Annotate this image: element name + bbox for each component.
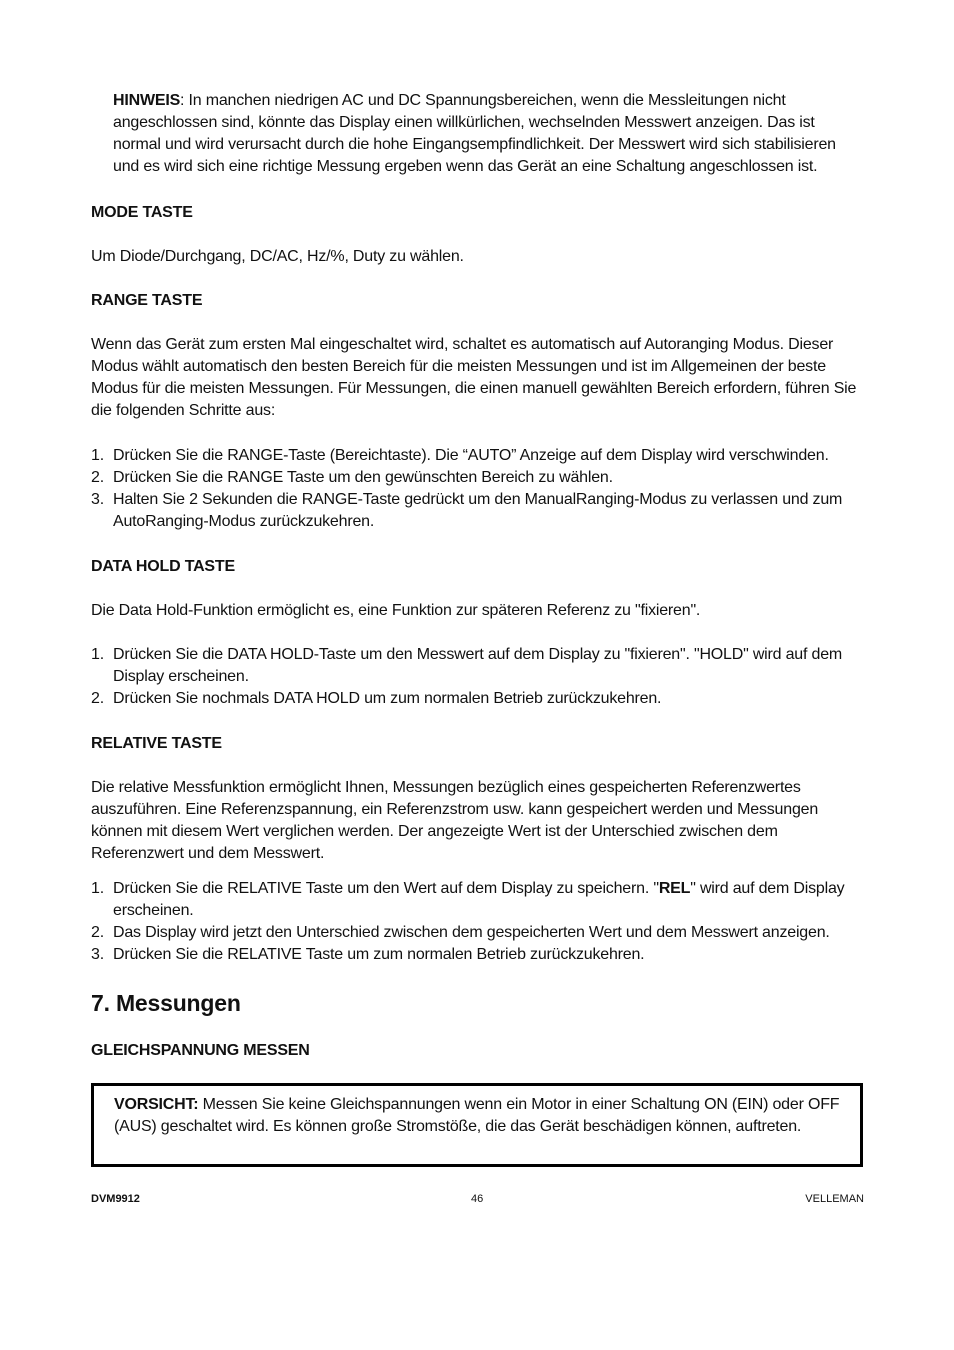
- range-text: Wenn das Gerät zum ersten Mal eingeschaltet wird, schaltet es automatisch auf Autoranging Modus. Dieser Modus wählt automatisch den besten Bereich für die meisten Messungen und ist im Allgemeinen der beste Modus für die meisten Messungen. Für Messungen, die einen manuell gewählten Bereich erfordern, führen Sie die folgenden Schritte aus:: [91, 336, 857, 419]
- list-item: 3. Drücken Sie die RELATIVE Taste um zum normalen Betrieb zurückzukehren.: [91, 946, 645, 963]
- list-item: 3. Halten Sie 2 Sekunden die RANGE-Taste gedrückt um den ManualRanging-Modus zu verlassen und zum AutoRanging-Modus zurückzukehren.: [91, 491, 843, 530]
- hinweis-label: HINWEIS: [113, 92, 181, 109]
- hinweis-text: : In manchen niedrigen AC und DC Spannungsbereichen, wenn die Messleitungen nicht angeschlossen sind, könnte das Display einen willkürlichen, wechselnden Messwert anzeigen. Das ist normal und wird verursacht durch die hohe Eingangsempfindlichkeit. Der Messwert wird sich stabilisieren und es wird sich eine richtige Messung ergeben wenn das Gerät an eine Schaltung angeschlossen ist.: [113, 92, 836, 175]
- list-item: 1. Drücken Sie die RANGE-Taste (Bereichtaste). Die “AUTO” Anzeige auf dem Display wird verschwinden.: [91, 447, 829, 464]
- section-title: 7. Messungen: [91, 990, 241, 1016]
- warning-text: VORSICHT: Messen Sie keine Gleichspannungen wenn ein Motor in einer Schaltung ON (EIN) oder OFF (AUS) geschaltet wird. Es können große Stromstöße, die das Gerät beschädigen können, auftreten.: [114, 1096, 840, 1135]
- section-subheading: GLEICHSPANNUNG MESSEN: [91, 1042, 310, 1059]
- hold-text: Die Data Hold-Funktion ermöglicht es, eine Funktion zur späteren Referenz zu "fixieren".: [91, 602, 701, 619]
- list-item: 2. Das Display wird jetzt den Unterschied zwischen dem gespeicherten Wert und dem Messwert anzeigen.: [91, 924, 830, 941]
- mode-heading: MODE TASTE: [91, 204, 193, 221]
- footer-brand: VELLEMAN: [805, 1193, 864, 1205]
- warning-label: VORSICHT:: [114, 1096, 199, 1113]
- hinweis-note: [113, 90, 863, 178]
- relative-steps: [91, 878, 864, 966]
- range-heading: RANGE TASTE: [91, 292, 203, 309]
- footer-page-number: 46: [471, 1193, 484, 1205]
- relative-heading: RELATIVE TASTE: [91, 735, 222, 752]
- footer-model: DVM9912: [91, 1193, 140, 1205]
- list-item: 1. Drücken Sie die DATA HOLD-Taste um den Messwert auf dem Display zu "fixieren". "HOLD" wird auf dem Display erscheinen.: [91, 646, 843, 685]
- list-item: 2. Drücken Sie die RANGE Taste um den gewünschten Bereich zu wählen.: [91, 469, 613, 486]
- range-steps: [91, 445, 864, 533]
- warning-box: [91, 1083, 863, 1167]
- list-item: 1. Drücken Sie die RELATIVE Taste um den Wert auf dem Display zu speichern. "REL" wird auf dem Display erscheinen.: [91, 880, 845, 919]
- relative-text: Die relative Messfunktion ermöglicht Ihnen, Messungen bezüglich eines gespeicherten Referenzwertes auszuführen. Eine Referenzspannung, ein Referenzstrom usw. kann gespeichert werden und Messungen können mit diesem Wert verglichen werden. Der angezeigte Wert ist der Unterschied zwischen dem Referenzwert und dem Messwert.: [91, 779, 819, 862]
- mode-text: Um Diode/Durchgang, DC/AC, Hz/%, Duty zu wählen.: [91, 248, 464, 265]
- hold-steps: [91, 644, 864, 710]
- hold-heading: DATA HOLD TASTE: [91, 558, 235, 575]
- list-item: 2. Drücken Sie nochmals DATA HOLD um zum normalen Betrieb zurückzukehren.: [91, 690, 662, 707]
